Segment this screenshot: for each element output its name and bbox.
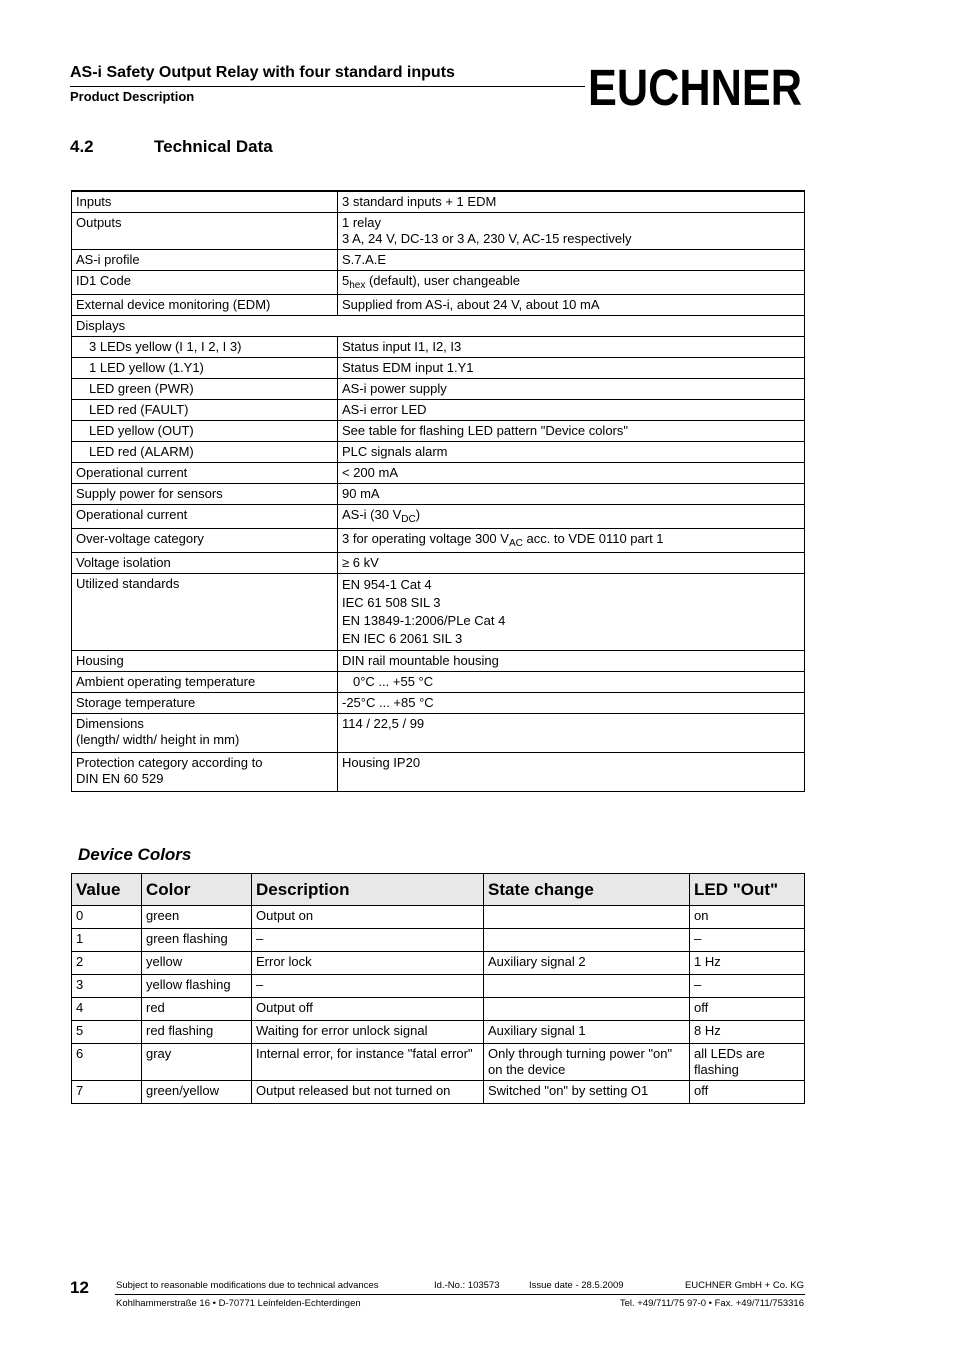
table-cell: Internal error, for instance "fatal error" (252, 1044, 484, 1081)
table-row (72, 529, 805, 553)
section-title: Technical Data (154, 137, 273, 156)
table-cell: 4 (72, 998, 142, 1021)
table-cell: off (690, 1081, 805, 1104)
table-cell: 7 (72, 1081, 142, 1104)
table-cell: – (690, 975, 805, 998)
table-row (72, 1081, 805, 1104)
column-header: Color (142, 874, 252, 906)
spec-label: 3 LEDs yellow (I 1, I 2, I 3) (72, 337, 338, 358)
spec-value: Supplied from AS-i, about 24 V, about 10 mA (338, 295, 805, 316)
table-cell: – (690, 929, 805, 952)
spec-value: See table for flashing LED pattern "Device colors" (338, 421, 805, 442)
spec-label: LED red (ALARM) (72, 442, 338, 463)
table-row (72, 400, 805, 421)
logo-text: EUCHNER (588, 59, 802, 116)
table-cell: on (690, 906, 805, 929)
table-row (72, 421, 805, 442)
table-row (72, 998, 805, 1021)
table-row (72, 672, 805, 693)
table-cell: Output on (252, 906, 484, 929)
table-row (72, 574, 805, 651)
spec-value: ≥ 6 kV (338, 553, 805, 574)
table-cell (484, 906, 690, 929)
column-header: Description (252, 874, 484, 906)
footer-disclaimer: Subject to reasonable modifications due to technical advances (116, 1280, 379, 1291)
table-row (72, 337, 805, 358)
table-cell: Switched "on" by setting O1 (484, 1081, 690, 1104)
device-colors-table (71, 873, 805, 1104)
table-row (72, 505, 805, 529)
spec-label: LED green (PWR) (72, 379, 338, 400)
spec-label: AS-i profile (72, 250, 338, 271)
spec-label: Operational current (72, 505, 338, 529)
spec-value: AS-i error LED (338, 400, 805, 421)
spec-value-line: EN 13849-1:2006/PLe Cat 4 (342, 613, 506, 628)
spec-group-label: Displays (72, 316, 805, 337)
table-cell: – (252, 975, 484, 998)
column-header: LED "Out" (690, 874, 805, 906)
spec-value-line: 3 A, 24 V, DC-13 or 3 A, 230 V, AC-15 respectively (342, 231, 632, 246)
spec-value: $5_{hex}$ (default), user changeable (338, 271, 805, 295)
spec-label: Supply power for sensors (72, 484, 338, 505)
spec-value: Status EDM input 1.Y1 (338, 358, 805, 379)
spec-value: < 200 mA (338, 463, 805, 484)
spec-value: 3 standard inputs + 1 EDM (338, 191, 805, 213)
table-cell: yellow (142, 952, 252, 975)
spec-label: Voltage isolation (72, 553, 338, 574)
table-row (72, 484, 805, 505)
table-cell: 0 (72, 906, 142, 929)
table-cell: yellow flashing (142, 975, 252, 998)
spec-label: 1 LED yellow (1.Y1) (72, 358, 338, 379)
table-cell: Auxiliary signal 1 (484, 1021, 690, 1044)
spec-label: Outputs (72, 213, 338, 250)
spec-label: External device monitoring (EDM) (72, 295, 338, 316)
section-number: 4.2 (70, 137, 94, 156)
spec-label: Over-voltage category (72, 529, 338, 553)
table-cell: 5 (72, 1021, 142, 1044)
table-header-row (72, 874, 805, 906)
document-title: AS-i Safety Output Relay with four standard inputs (70, 64, 455, 81)
table-row (72, 714, 805, 753)
spec-value-line: EN 954-1 Cat 4 (342, 577, 432, 592)
spec-label: Operational current (72, 463, 338, 484)
spec-label: Ambient operating temperature (72, 672, 338, 693)
spec-label: Protection category according to DIN EN 60 529 (72, 753, 338, 792)
page-number: 12 (70, 1278, 89, 1297)
table-cell: red (142, 998, 252, 1021)
spec-value: -25°C ... +85 °C (338, 693, 805, 714)
table-row (72, 442, 805, 463)
table-row (72, 191, 805, 213)
column-header: Value (72, 874, 142, 906)
table-row (72, 553, 805, 574)
footer-address: Kohlhammerstraße 16 • D-70771 Leinfelden-Echterdingen (116, 1298, 361, 1309)
table-cell (484, 929, 690, 952)
footer-id-number: Id.-No.: 103573 (434, 1280, 500, 1291)
spec-value-line: 1 relay (342, 215, 382, 230)
table-cell: 2 (72, 952, 142, 975)
footer-company: EUCHNER GmbH + Co. KG (684, 1280, 804, 1291)
table-cell: Output released but not turned on (252, 1081, 484, 1104)
table-row (72, 651, 805, 672)
table-row (72, 1044, 805, 1081)
table-row (72, 250, 805, 271)
table-row (72, 952, 805, 975)
spec-value: DIN rail mountable housing (338, 651, 805, 672)
table-cell (484, 998, 690, 1021)
table-row (72, 1021, 805, 1044)
table-row (72, 316, 805, 337)
spec-label: LED red (FAULT) (72, 400, 338, 421)
table-row (72, 463, 805, 484)
spec-value: AS-i (30 $V_{DC}$) (338, 505, 805, 529)
spec-label: Storage temperature (72, 693, 338, 714)
spec-value: PLC signals alarm (338, 442, 805, 463)
document-subtitle: Product Description (70, 89, 195, 104)
table-cell: 1 Hz (690, 952, 805, 975)
table-cell: all LEDs are flashing (690, 1044, 805, 1081)
header-divider (70, 86, 585, 87)
spec-label: Utilized standards (72, 574, 338, 651)
spec-value: 90 mA (338, 484, 805, 505)
table-row (72, 295, 805, 316)
table-cell: gray (142, 1044, 252, 1081)
table-cell: 1 (72, 929, 142, 952)
table-cell: red flashing (142, 1021, 252, 1044)
table-cell: Waiting for error unlock signal (252, 1021, 484, 1044)
column-header: State change (484, 874, 690, 906)
footer-contact: Tel. +49/711/75 97-0 • Fax. +49/711/753316 (619, 1298, 804, 1309)
table-cell: green flashing (142, 929, 252, 952)
spec-value: AS-i power supply (338, 379, 805, 400)
table-cell: – (252, 929, 484, 952)
spec-value (338, 574, 805, 651)
table-cell: green/yellow (142, 1081, 252, 1104)
footer-issue-date: Issue date - 28.5.2009 (529, 1280, 624, 1291)
table-row (72, 693, 805, 714)
spec-value-line: EN IEC 6 2061 SIL 3 (342, 631, 463, 646)
spec-label: Dimensions (length/ width/ height in mm) (72, 714, 338, 753)
table-row (72, 906, 805, 929)
technical-data-table (71, 190, 805, 792)
table-cell: 8 Hz (690, 1021, 805, 1044)
table-cell: Only through turning power "on" on the device (484, 1044, 690, 1081)
table-row (72, 379, 805, 400)
table-row (72, 271, 805, 295)
spec-label: Inputs (72, 191, 338, 213)
spec-label: ID1 Code (72, 271, 338, 295)
spec-value: Status input I1, I2, I3 (338, 337, 805, 358)
footer-divider (115, 1294, 805, 1295)
table-cell: 3 (72, 975, 142, 998)
table-cell (484, 975, 690, 998)
table-row (72, 358, 805, 379)
spec-value: S.7.A.E (338, 250, 805, 271)
spec-value (338, 213, 805, 250)
spec-value-line: IEC 61 508 SIL 3 (342, 595, 441, 610)
spec-label: Housing (72, 651, 338, 672)
table-cell: green (142, 906, 252, 929)
table-row (72, 975, 805, 998)
spec-value: 3 for operating voltage 300 $V_{AC}$ acc. to VDE 0110 part 1 (338, 529, 805, 553)
table-cell: 6 (72, 1044, 142, 1081)
spec-value: 0°C ... +55 °C (338, 672, 805, 693)
table-row (72, 213, 805, 250)
spec-label: LED yellow (OUT) (72, 421, 338, 442)
table-cell: Error lock (252, 952, 484, 975)
euchner-logo (588, 59, 804, 116)
spec-value: 114 / 22,5 / 99 (338, 714, 805, 753)
table-row (72, 929, 805, 952)
table-row (72, 753, 805, 792)
table-cell: off (690, 998, 805, 1021)
table-cell: Auxiliary signal 2 (484, 952, 690, 975)
device-colors-title: Device Colors (78, 845, 192, 864)
spec-value: Housing IP20 (338, 753, 805, 792)
table-cell: Output off (252, 998, 484, 1021)
